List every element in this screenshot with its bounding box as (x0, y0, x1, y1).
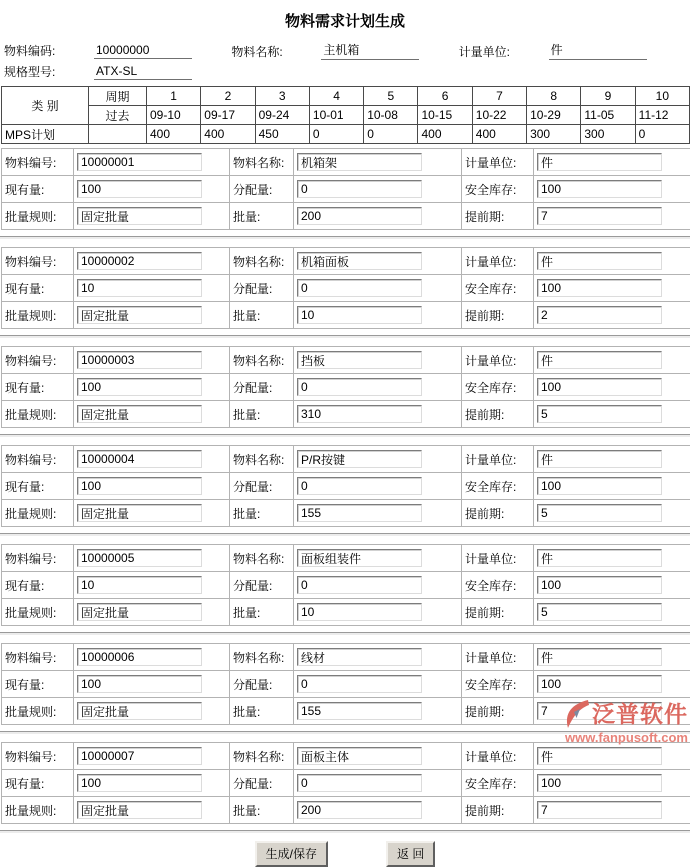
block-separator (0, 236, 690, 240)
unit-label: 计量单位: (462, 545, 534, 572)
mps-date-cell: 10-22 (472, 106, 526, 125)
material-name-label: 物料名称: (230, 347, 294, 374)
leadtime-label: 提前期: (462, 698, 534, 725)
unit-input[interactable] (537, 747, 662, 765)
mps-value-cell: 300 (581, 125, 635, 144)
onhand-label: 现有量: (2, 770, 74, 797)
allocated-label: 分配量: (230, 473, 294, 500)
onhand-input[interactable] (77, 774, 202, 792)
mps-period-label: 周期 (89, 87, 147, 106)
material-name-label: 物料名称: (230, 149, 294, 176)
lot-size-label: 批量: (230, 401, 294, 428)
mps-period-cell: 9 (581, 87, 635, 106)
allocated-input[interactable] (297, 774, 422, 792)
spec-field (4, 63, 232, 80)
material-code-input[interactable] (77, 450, 202, 468)
leadtime-label: 提前期: (462, 203, 534, 230)
material-block (1, 148, 690, 230)
block-separator (0, 632, 690, 636)
material-name-label: 物料名称: (230, 644, 294, 671)
lot-size-input[interactable] (297, 702, 422, 720)
mps-date-cell: 10-15 (418, 106, 472, 125)
mps-date-cell: 10-01 (309, 106, 363, 125)
back-button[interactable]: 返 回 (386, 841, 435, 867)
material-code-input[interactable] (77, 153, 202, 171)
mps-date-cell: 10-08 (364, 106, 418, 125)
allocated-input[interactable] (297, 675, 422, 693)
lot-size-input[interactable] (297, 504, 422, 522)
lot-rule-label: 批量规则: (2, 698, 74, 725)
material-name-input[interactable] (297, 450, 422, 468)
allocated-label: 分配量: (230, 176, 294, 203)
mps-value-cell: 0 (364, 125, 418, 144)
lot-rule-label: 批量规则: (2, 797, 74, 824)
allocated-input[interactable] (297, 180, 422, 198)
mps-period-cell: 2 (201, 87, 255, 106)
material-code-label: 物料编号: (2, 446, 74, 473)
lot-size-label: 批量: (230, 797, 294, 824)
material-code-label: 物料编号: (2, 347, 74, 374)
leadtime-input[interactable] (537, 801, 662, 819)
unit-field (459, 41, 686, 60)
lot-size-input[interactable] (297, 207, 422, 225)
mps-period-cell: 10 (635, 87, 689, 106)
leadtime-label: 提前期: (462, 797, 534, 824)
unit-input[interactable] (537, 549, 662, 567)
mps-date-cell: 09-17 (201, 106, 255, 125)
safety-stock-input[interactable] (537, 675, 662, 693)
safety-stock-input[interactable] (537, 576, 662, 594)
material-code-input[interactable] (77, 351, 202, 369)
onhand-label: 现有量: (2, 671, 74, 698)
mps-empty-cell (89, 125, 147, 144)
material-code-field (4, 42, 231, 59)
spec-value: ATX-SL (94, 64, 192, 80)
safety-stock-input[interactable] (537, 774, 662, 792)
safety-stock-label: 安全库存: (462, 572, 534, 599)
allocated-label: 分配量: (230, 572, 294, 599)
material-name-field (231, 41, 458, 60)
lot-size-label: 批量: (230, 302, 294, 329)
material-name-input[interactable] (297, 351, 422, 369)
allocated-label: 分配量: (230, 374, 294, 401)
mps-date-cell: 11-05 (581, 106, 635, 125)
onhand-label: 现有量: (2, 473, 74, 500)
mps-value-cell: 400 (418, 125, 472, 144)
onhand-input[interactable] (77, 378, 202, 396)
safety-stock-input[interactable] (537, 180, 662, 198)
material-name-input[interactable] (297, 153, 422, 171)
allocated-input[interactable] (297, 576, 422, 594)
leadtime-input[interactable] (537, 603, 662, 621)
material-name-input[interactable] (297, 549, 422, 567)
leadtime-label: 提前期: (462, 500, 534, 527)
mps-period-cell: 3 (255, 87, 309, 106)
safety-stock-input[interactable] (537, 279, 662, 297)
material-name-value: 主机箱 (321, 41, 419, 60)
mps-period-cell: 1 (147, 87, 201, 106)
leadtime-label: 提前期: (462, 302, 534, 329)
material-name-input[interactable] (297, 648, 422, 666)
material-code-label: 物料编码: (4, 44, 56, 58)
lot-size-input[interactable] (297, 603, 422, 621)
block-separator (0, 335, 690, 339)
safety-stock-label: 安全库存: (462, 275, 534, 302)
onhand-input[interactable] (77, 675, 202, 693)
lot-rule-input[interactable] (77, 603, 202, 621)
lot-rule-input[interactable] (77, 504, 202, 522)
unit-label: 计量单位: (462, 248, 534, 275)
watermark-brand-text: 泛普软件 (592, 700, 688, 727)
onhand-label: 现有量: (2, 275, 74, 302)
action-button-row (0, 841, 690, 867)
mps-period-cell: 5 (364, 87, 418, 106)
lot-rule-input[interactable] (77, 405, 202, 423)
lot-rule-input[interactable] (77, 702, 202, 720)
allocated-input[interactable] (297, 279, 422, 297)
mps-period-cell: 4 (309, 87, 363, 106)
lot-rule-label: 批量规则: (2, 599, 74, 626)
material-code-label: 物料编号: (2, 248, 74, 275)
lot-rule-label: 批量规则: (2, 203, 74, 230)
lot-rule-label: 批量规则: (2, 302, 74, 329)
mps-value-cell: 300 (527, 125, 581, 144)
lot-rule-label: 批量规则: (2, 500, 74, 527)
material-code-label: 物料编号: (2, 545, 74, 572)
leadtime-input[interactable] (537, 504, 662, 522)
safety-stock-label: 安全库存: (462, 671, 534, 698)
block-separator (0, 434, 690, 438)
mps-date-cell: 10-29 (527, 106, 581, 125)
material-code-input[interactable] (77, 549, 202, 567)
mps-plan-table (1, 86, 690, 144)
material-block (1, 544, 690, 626)
unit-label: 计量单位: (462, 347, 534, 374)
allocated-label: 分配量: (230, 275, 294, 302)
material-code-input[interactable] (77, 252, 202, 270)
fanpu-logo-icon (563, 699, 590, 729)
unit-input[interactable] (537, 450, 662, 468)
material-code-value: 10000000 (94, 43, 192, 59)
material-name-label: 物料名称: (230, 743, 294, 770)
material-code-label: 物料编号: (2, 149, 74, 176)
safety-stock-input[interactable] (537, 477, 662, 495)
lot-rule-label: 批量规则: (2, 401, 74, 428)
leadtime-input[interactable] (537, 405, 662, 423)
onhand-input[interactable] (77, 576, 202, 594)
material-code-label: 物料编号: (2, 743, 74, 770)
mps-period-row (2, 87, 690, 106)
material-code-input[interactable] (77, 648, 202, 666)
material-code-label: 物料编号: (2, 644, 74, 671)
allocated-input[interactable] (297, 378, 422, 396)
generate-save-button[interactable]: 生成/保存 (255, 841, 328, 867)
lot-size-label: 批量: (230, 698, 294, 725)
mps-value-cell: 450 (255, 125, 309, 144)
onhand-label: 现有量: (2, 572, 74, 599)
unit-label: 计量单位: (462, 644, 534, 671)
unit-input[interactable] (537, 648, 662, 666)
watermark-url: www.fanpusoft.com (564, 730, 688, 745)
mps-value-cell: 400 (147, 125, 201, 144)
unit-label: 计量单位: (462, 743, 534, 770)
leadtime-input[interactable] (537, 207, 662, 225)
onhand-label: 现有量: (2, 374, 74, 401)
material-block (1, 247, 690, 329)
allocated-label: 分配量: (230, 671, 294, 698)
allocated-input[interactable] (297, 477, 422, 495)
mps-row-label: MPS计划 (2, 125, 89, 144)
safety-stock-label: 安全库存: (462, 473, 534, 500)
mps-period-cell: 7 (472, 87, 526, 106)
onhand-input[interactable] (77, 279, 202, 297)
leadtime-label: 提前期: (462, 599, 534, 626)
material-block (1, 742, 690, 824)
unit-input[interactable] (537, 153, 662, 171)
leadtime-label: 提前期: (462, 401, 534, 428)
mps-period-cell: 8 (527, 87, 581, 106)
mps-date-cell: 09-24 (255, 106, 309, 125)
material-name-label: 物料名称: (231, 45, 283, 59)
lot-size-label: 批量: (230, 203, 294, 230)
mps-date-row (2, 106, 690, 125)
material-block (1, 346, 690, 428)
unit-value: 件 (549, 41, 647, 60)
mps-value-cell: 400 (472, 125, 526, 144)
lot-rule-input[interactable] (77, 306, 202, 324)
onhand-input[interactable] (77, 180, 202, 198)
unit-input[interactable] (537, 351, 662, 369)
lot-size-input[interactable] (297, 306, 422, 324)
material-name-label: 物料名称: (230, 446, 294, 473)
mps-value-row (2, 125, 690, 144)
safety-stock-label: 安全库存: (462, 770, 534, 797)
page-title: 物料需求计划生成 (284, 13, 405, 30)
unit-label: 计量单位: (462, 446, 534, 473)
mps-date-cell: 11-12 (635, 106, 689, 125)
mps-date-cell: 09-10 (147, 106, 201, 125)
material-block (1, 445, 690, 527)
mps-past-label: 过去 (89, 106, 147, 125)
leadtime-input[interactable] (537, 306, 662, 324)
lot-size-label: 批量: (230, 599, 294, 626)
material-code-input[interactable] (77, 747, 202, 765)
unit-input[interactable] (537, 252, 662, 270)
block-separator (0, 830, 690, 834)
unit-label: 计量单位: (462, 149, 534, 176)
unit-label: 计量单位: (458, 45, 510, 59)
safety-stock-input[interactable] (537, 378, 662, 396)
block-separator (0, 533, 690, 537)
safety-stock-label: 安全库存: (462, 176, 534, 203)
mps-value-cell: 0 (635, 125, 689, 144)
material-name-label: 物料名称: (230, 545, 294, 572)
lot-rule-input[interactable] (77, 207, 202, 225)
spec-label: 规格型号: (4, 65, 56, 79)
allocated-label: 分配量: (230, 770, 294, 797)
lot-size-input[interactable] (297, 801, 422, 819)
material-name-input[interactable] (297, 747, 422, 765)
watermark (563, 699, 688, 744)
safety-stock-label: 安全库存: (462, 374, 534, 401)
onhand-label: 现有量: (2, 176, 74, 203)
lot-rule-input[interactable] (77, 801, 202, 819)
header-fields (0, 40, 690, 82)
lot-size-input[interactable] (297, 405, 422, 423)
mps-period-cell: 6 (418, 87, 472, 106)
lot-size-label: 批量: (230, 500, 294, 527)
mps-value-cell: 0 (309, 125, 363, 144)
mps-corner-cell: 类 别 (2, 87, 89, 125)
onhand-input[interactable] (77, 477, 202, 495)
mps-value-cell: 400 (201, 125, 255, 144)
material-name-label: 物料名称: (230, 248, 294, 275)
material-name-input[interactable] (297, 252, 422, 270)
